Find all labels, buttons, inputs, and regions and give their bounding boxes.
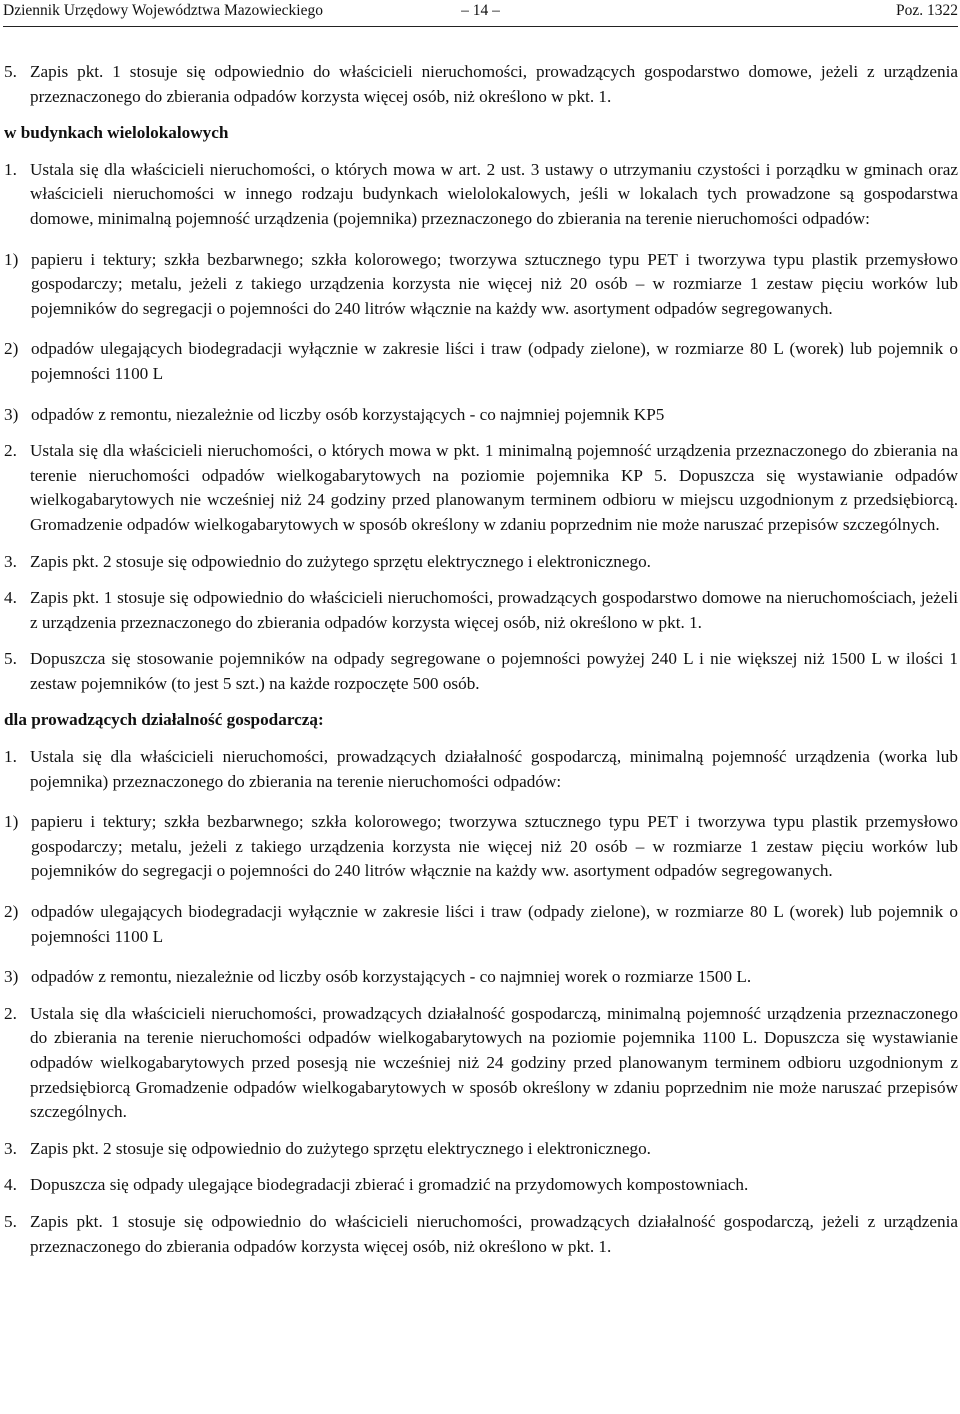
paragraph-number: 3.: [4, 551, 17, 571]
paragraph-text: Ustala się dla właścicieli nieruchomości, prowadzących działalność gospodarczą, minimalną pojemność urządzenia przeznaczonego do zbierania na terenie nieruchomości odpadów wielkogabarytowych na poziomie pojemnika 1100 L. Dopuszcza się wystawianie odpadów wielkogabarytowych przed posesją nie wcześniej niż 24 godziny przed planowanym terminem odbioru uzgodnionym z przedsiębiorcą Gromadzenie odpadów wielkogabarytowych w sposób określony w zdaniu poprzednim nie może naruszać przepisów szczególnych.: [30, 1003, 958, 1122]
list-item-number: 1): [4, 812, 19, 832]
list-item: [4, 810, 958, 884]
paragraph-4: [4, 1173, 958, 1198]
document-body: [4, 60, 958, 1259]
paragraph-2: [4, 1002, 958, 1125]
list-item-number: 1): [4, 249, 19, 269]
paragraph-text: Ustala się dla właścicieli nieruchomości, o których mowa w art. 2 ust. 3 ustawy o utrzymaniu czystości i porządku w gminach oraz właścicieli nieruchomości w innego rodzaju budynkach wielolokalowych, jeśli w lokalach tych prowadzone są gospodarstwa domowe, minimalną pojemność urządzenia (pojemnika) przeznaczonego do zbierania na terenie nieruchomości odpadów:: [30, 159, 958, 228]
paragraph-5: [4, 1210, 958, 1259]
paragraph-text: Zapis pkt. 2 stosuje się odpowiednio do zużytego sprzętu elektrycznego i elektronicznego.: [30, 551, 651, 571]
paragraph-number: 2.: [4, 441, 17, 461]
list-item-number: 3): [4, 967, 19, 987]
paragraph-3: [4, 550, 958, 575]
list-item: [4, 965, 958, 990]
paragraph-text: Zapis pkt. 1 stosuje się odpowiednio do właścicieli nieruchomości, prowadzących działalność gospodarczą, jeżeli z urządzenia przeznaczonego do zbierania odpadów korzysta więcej osób, niż określono w pkt. 1.: [30, 1211, 958, 1256]
list-item: [4, 403, 958, 428]
paragraph-5b: [4, 647, 958, 696]
list-item-text: papieru i tektury; szkła bezbarwnego; szkła kolorowego; tworzywa sztucznego typu PET i tworzywa typu plastik przemysłowo gospodarczy; metalu, jeżeli z takiego urządzenia korzysta nie więcej niż 20 osób – w rozmiarze 1 zestaw pięciu worków lub pojemników do segregacji o pojemności do 240 litrów włącznie na każdy ww. asortyment odpadów segregowanych.: [31, 249, 958, 318]
list-item: [4, 248, 958, 322]
list-item-text: odpadów z remontu, niezależnie od liczby osób korzystających - co najmniej pojemnik KP5: [31, 404, 665, 424]
paragraph-number: 4.: [4, 1175, 17, 1195]
paragraph-5: [4, 60, 958, 109]
list-item-text: papieru i tektury; szkła bezbarwnego; szkła kolorowego; tworzywa sztucznego typu PET i tworzywa typu plastik przemysłowo gospodarczy; metalu, jeżeli z takiego urządzenia korzysta nie więcej niż 20 osób – w rozmiarze 1 zestaw pięciu worków lub pojemników do segregacji o pojemności do 240 litrów włącznie na każdy ww. asortyment odpadów segregowanych.: [31, 812, 958, 881]
position-number: Poz. 1322: [896, 2, 958, 19]
paragraph-text: Dopuszcza się odpady ulegające biodegradacji zbierać i gromadzić na przydomowych kompostowniach.: [30, 1175, 749, 1195]
paragraph-text: Zapis pkt. 1 stosuje się odpowiednio do właścicieli nieruchomości, prowadzących gospodarstwo domowe, jeżeli z urządzenia przeznaczonego do zbierania odpadów korzysta więcej osób, niż określono w pkt. 1.: [30, 62, 958, 106]
paragraph-text: Ustala się dla właścicieli nieruchomości, o których mowa w pkt. 1 minimalną pojemność urządzenia przeznaczonego do zbierania na terenie nieruchomości odpadów wielkogabarytowych na poziomie pojemnika KP 5. Dopuszcza się wystawianie odpadów wielkogabarytowych nie wcześniej niż 24 godziny przed planowanym terminem odbioru w miejscu uzgodnionym z przedsiębiorcą. Gromadzenie odpadów wielkogabarytowych w sposób określony w zdaniu poprzednim nie może naruszać przepisów szczególnych.: [30, 441, 958, 534]
page-number: – 14 –: [461, 2, 500, 19]
page-header: [3, 0, 958, 27]
paragraph-number: 1.: [4, 747, 17, 767]
paragraph-2: [4, 439, 958, 537]
paragraph-number: 5.: [4, 649, 17, 669]
paragraph-number: 5.: [4, 62, 17, 81]
paragraph-1: [4, 158, 958, 232]
list-item-number: 2): [4, 339, 19, 359]
paragraph-4: [4, 586, 958, 635]
list-item: [4, 900, 958, 949]
list-item-text: odpadów ulegających biodegradacji wyłącznie w zakresie liści i traw (odpady zielone), w rozmiarze 80 L (worek) lub pojemnik o pojemności 1100 L: [31, 902, 958, 946]
list-item-number: 3): [4, 404, 19, 424]
section-heading-multi-unit: w budynkach wielolokalowych: [4, 123, 229, 143]
list-item-number: 2): [4, 902, 19, 922]
list-item: [4, 337, 958, 386]
list-item-text: odpadów ulegających biodegradacji wyłącznie w zakresie liści i traw (odpady zielone), w rozmiarze 80 L (worek) lub pojemnik o pojemności 1100 L: [31, 339, 958, 383]
paragraph-number: 1.: [4, 159, 17, 179]
paragraph-text: Dopuszcza się stosowanie pojemników na odpady segregowane o pojemności powyżej 240 L i nie większej niż 1500 L w ilości 1 zestaw pojemników (to jest 5 szt.) na każde rozpoczęte 500 osób.: [30, 649, 958, 693]
paragraph-text: Zapis pkt. 2 stosuje się odpowiednio do zużytego sprzętu elektrycznego i elektronicznego.: [30, 1138, 651, 1158]
paragraph-3: [4, 1137, 958, 1162]
paragraph-number: 4.: [4, 588, 17, 608]
paragraph-text: Ustala się dla właścicieli nieruchomości, prowadzących działalność gospodarczą, minimalną pojemność urządzenia (worka lub pojemnika) przeznaczonego do zbierania na terenie nieruchomości odpadów:: [30, 747, 958, 791]
paragraph-number: 3.: [4, 1138, 17, 1158]
list-item-text: odpadów z remontu, niezależnie od liczby osób korzystających - co najmniej worek o rozmiarze 1500 L.: [31, 967, 752, 987]
paragraph-text: Zapis pkt. 1 stosuje się odpowiednio do właścicieli nieruchomości, prowadzących gospodarstwo domowe na nieruchomościach, jeżeli z urządzenia przeznaczonego do zbierania odpadów korzysta więcej osób, niż określono w pkt. 1.: [30, 588, 958, 632]
section-heading-business: dla prowadzących działalność gospodarczą:: [4, 710, 324, 730]
paragraph-number: 2.: [4, 1003, 17, 1023]
paragraph-1: [4, 745, 958, 794]
paragraph-number: 5.: [4, 1211, 17, 1231]
journal-title: Dziennik Urzędowy Województwa Mazowieckiego: [3, 2, 323, 19]
